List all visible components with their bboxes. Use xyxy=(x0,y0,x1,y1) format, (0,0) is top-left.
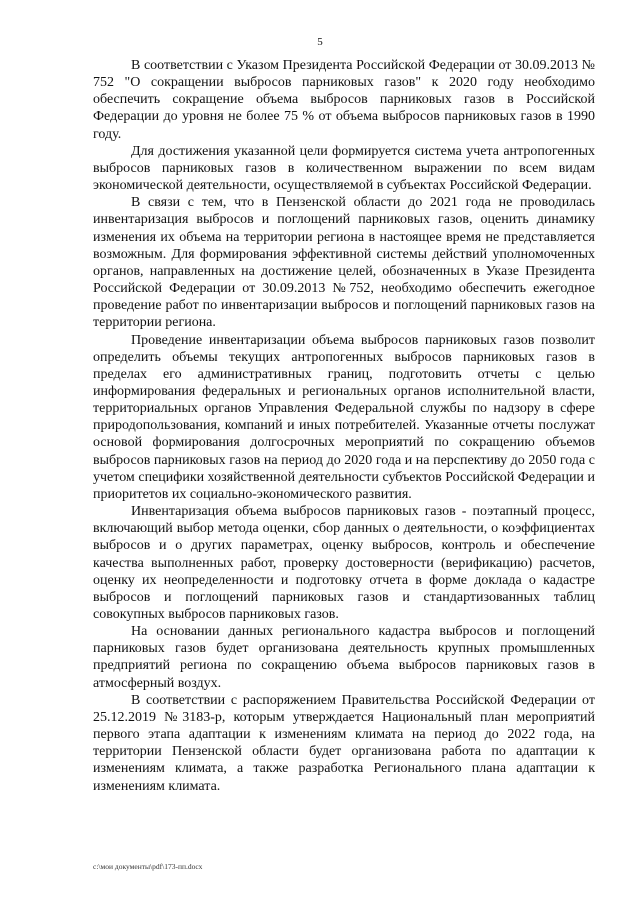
footer-file-path: c:\мои документы\pdf\173-пп.docx xyxy=(93,862,203,871)
paragraph-inventory-process: Инвентаризация объема выбросов парниковых газов - поэтапный процесс, включающий выбор метода оценки, сбор данных о деятельности, о коэффициентах выбросов и о других параметрах, оценку выбросов, контроль и обеспечение качества выполненных работ, проверку достоверности (верификацию) расчетов, оценку их неопределенности и подготовку отчета в форме доклада о кадастре выбросов и поглощений парниковых газов и стандартизованных таблиц совокупных выбросов парниковых газов. xyxy=(93,504,595,622)
document-body xyxy=(93,57,595,795)
page-number: 5 xyxy=(317,36,323,48)
paragraph-adaptation-plan: В соответствии с распоряжением Правительства Российской Федерации от 25.12.2019 №3183-р, которым утверждается Национальный план мероприятий первого этапа адаптации к изменениям климата на период до 2022 года, на территории Пензенской области будет организована работа по адаптации к изменениям климата, а также разработка Регионального плана адаптации к изменениям климата. xyxy=(93,692,595,794)
paragraph-inventory-goals: Проведение инвентаризации объема выбросов парниковых газов позволит определить объемы текущих антропогенных выбросов парниковых газов в пределах его административных границ, подготовить отчеты с целью информирования федеральных и региональных органов исполнительной власти, территориальных органов Управления Федеральной службы по надзору в сфере природопользования, компаний и иных потребителей. Указанные отчеты послужат основой формирования долгосрочных мероприятий по сокращению объемов выбросов парниковых газов на период до 2020 года и на перспективу до 2050 года с учетом специфики хозяйственной деятельности субъектов Российской Федерации и приоритетов их социально-экономического развития. xyxy=(93,332,595,502)
paragraph-penza-inventory: В связи с тем, что в Пензенской области до 2021 года не проводилась инвентаризация выбросов и поглощений парниковых газов, оценить динамику изменения их объема на территории региона в настоящее время не представляется возможным. Для формирования эффективной системы действий уполномоченных органов, направленных на достижение целей, обозначенных в Указе Президента Российской Федерации от 30.09.2013 №752, необходимо обеспечить ежегодное проведение работ по инвентаризации выбросов и поглощений парниковых газов на территории региона. xyxy=(93,195,595,331)
paragraph-regional-cadastre: На основании данных регионального кадастра выбросов и поглощений парниковых газов будет организована деятельность крупных промышленных предприятий региона по сокращению объема выбросов парниковых газов в атмосферный воздух. xyxy=(93,624,595,691)
paragraph-decree-752: В соответствии с Указом Президента Российской Федерации от 30.09.2013 № 752 "О сокращении выбросов парниковых газов" к 2020 году необходимо обеспечить сокращение объема выбросов парниковых газов в Российской Федерации до уровня не более 75 % от объема выбросов парниковых газов в 1990 году. xyxy=(93,58,595,142)
paragraph-accounting-system: Для достижения указанной цели формируется система учета антропогенных выбросов парниковых газов в количественном выражении по всем видам экономической деятельности, осуществляемой в субъектах Российской Федерации. xyxy=(93,143,595,194)
